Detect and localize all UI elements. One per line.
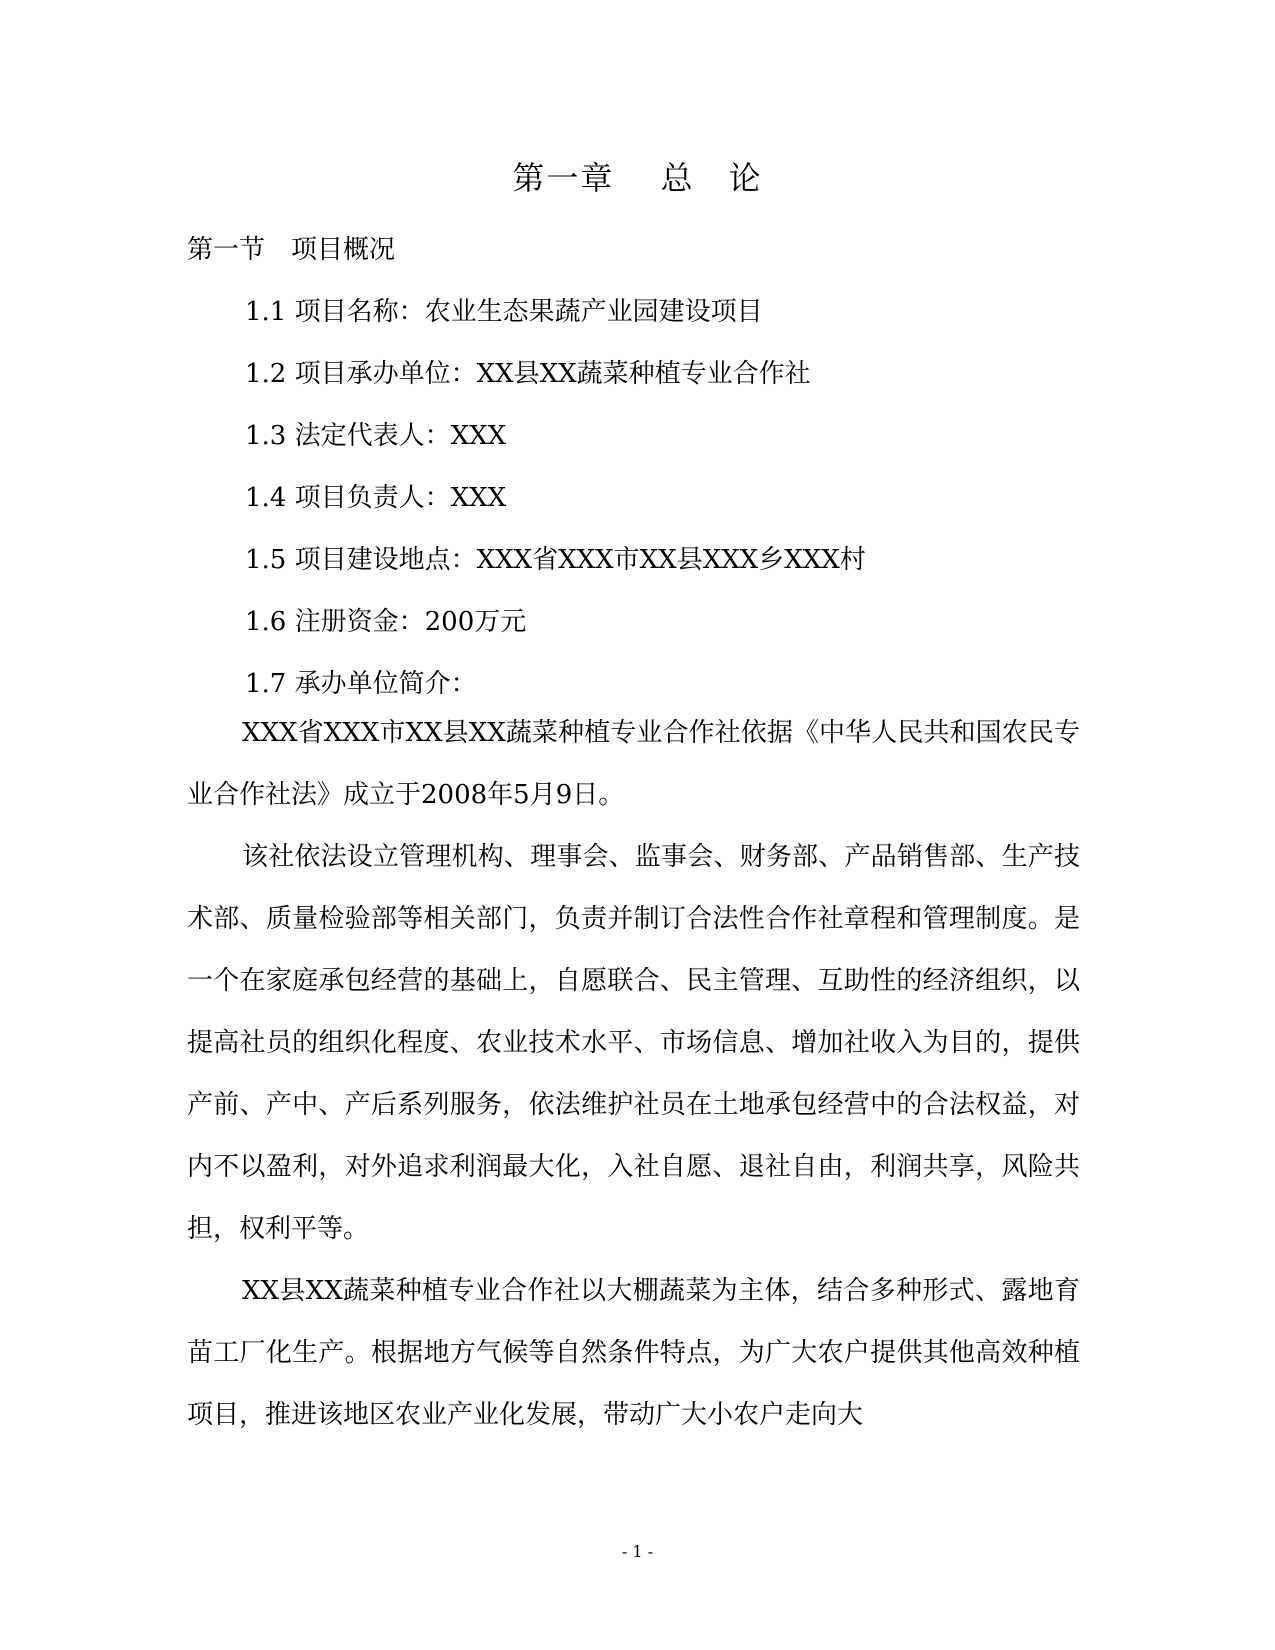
paragraph-business: XX县XX蔬菜种植专业合作社以大棚蔬菜为主体，结合多种形式、露地育苗工厂化生产。根据地方气候等自然条件特点，为广大农户提供其他高效种植项目，推进该地区农业产业化发展，带动广大小农户走向大: [187, 1276, 1080, 1430]
page-number: - 1 -: [621, 1542, 654, 1561]
project-overview-list: [245, 294, 866, 728]
list-item-undertaking-unit: 1.2 项目承办单位：XX县XX蔬菜种植专业合作社: [245, 359, 811, 389]
paragraph-organization: 该社依法设立管理机构、理事会、监事会、财务部、产品销售部、生产技术部、质量检验部等相关部门，负责并制订合法性合作社章程和管理制度。是一个在家庭承包经营的基础上，自愿联合、民主管理、互助性的经济组织，以提高社员的组织化程度、农业技术水平、市场信息、增加社收入为目的，提供产前、产中、产后系列服务，依法维护社员在土地承包经营中的合法权益，对内不以盈利，对外追求利润最大化，入社自愿、退社自由，利润共享，风险共担，权利平等。: [187, 842, 1080, 1244]
list-item-project-leader: 1.4 项目负责人：XXX: [245, 483, 507, 513]
section-title: 第一节 项目概况: [187, 235, 396, 265]
chapter-title: 第一章 总 论: [512, 159, 763, 197]
paragraph-founding: XXX省XXX市XX县XX蔬菜种植专业合作社依据《中华人民共和国农民专业合作社法》成立于2008年5月9日。: [187, 718, 1080, 810]
list-item-registered-capital: 1.6 注册资金：200万元: [245, 607, 527, 637]
list-item-construction-site: 1.5 项目建设地点：XXX省XXX市XX县XXX乡XXX村: [245, 545, 866, 575]
list-item-project-name: 1.1 项目名称：农业生态果蔬产业园建设项目: [245, 297, 763, 327]
list-item-legal-representative: 1.3 法定代表人：XXX: [245, 421, 507, 451]
list-item-unit-introduction: 1.7 承办单位简介：: [245, 669, 477, 699]
body-text: [187, 702, 1080, 1446]
